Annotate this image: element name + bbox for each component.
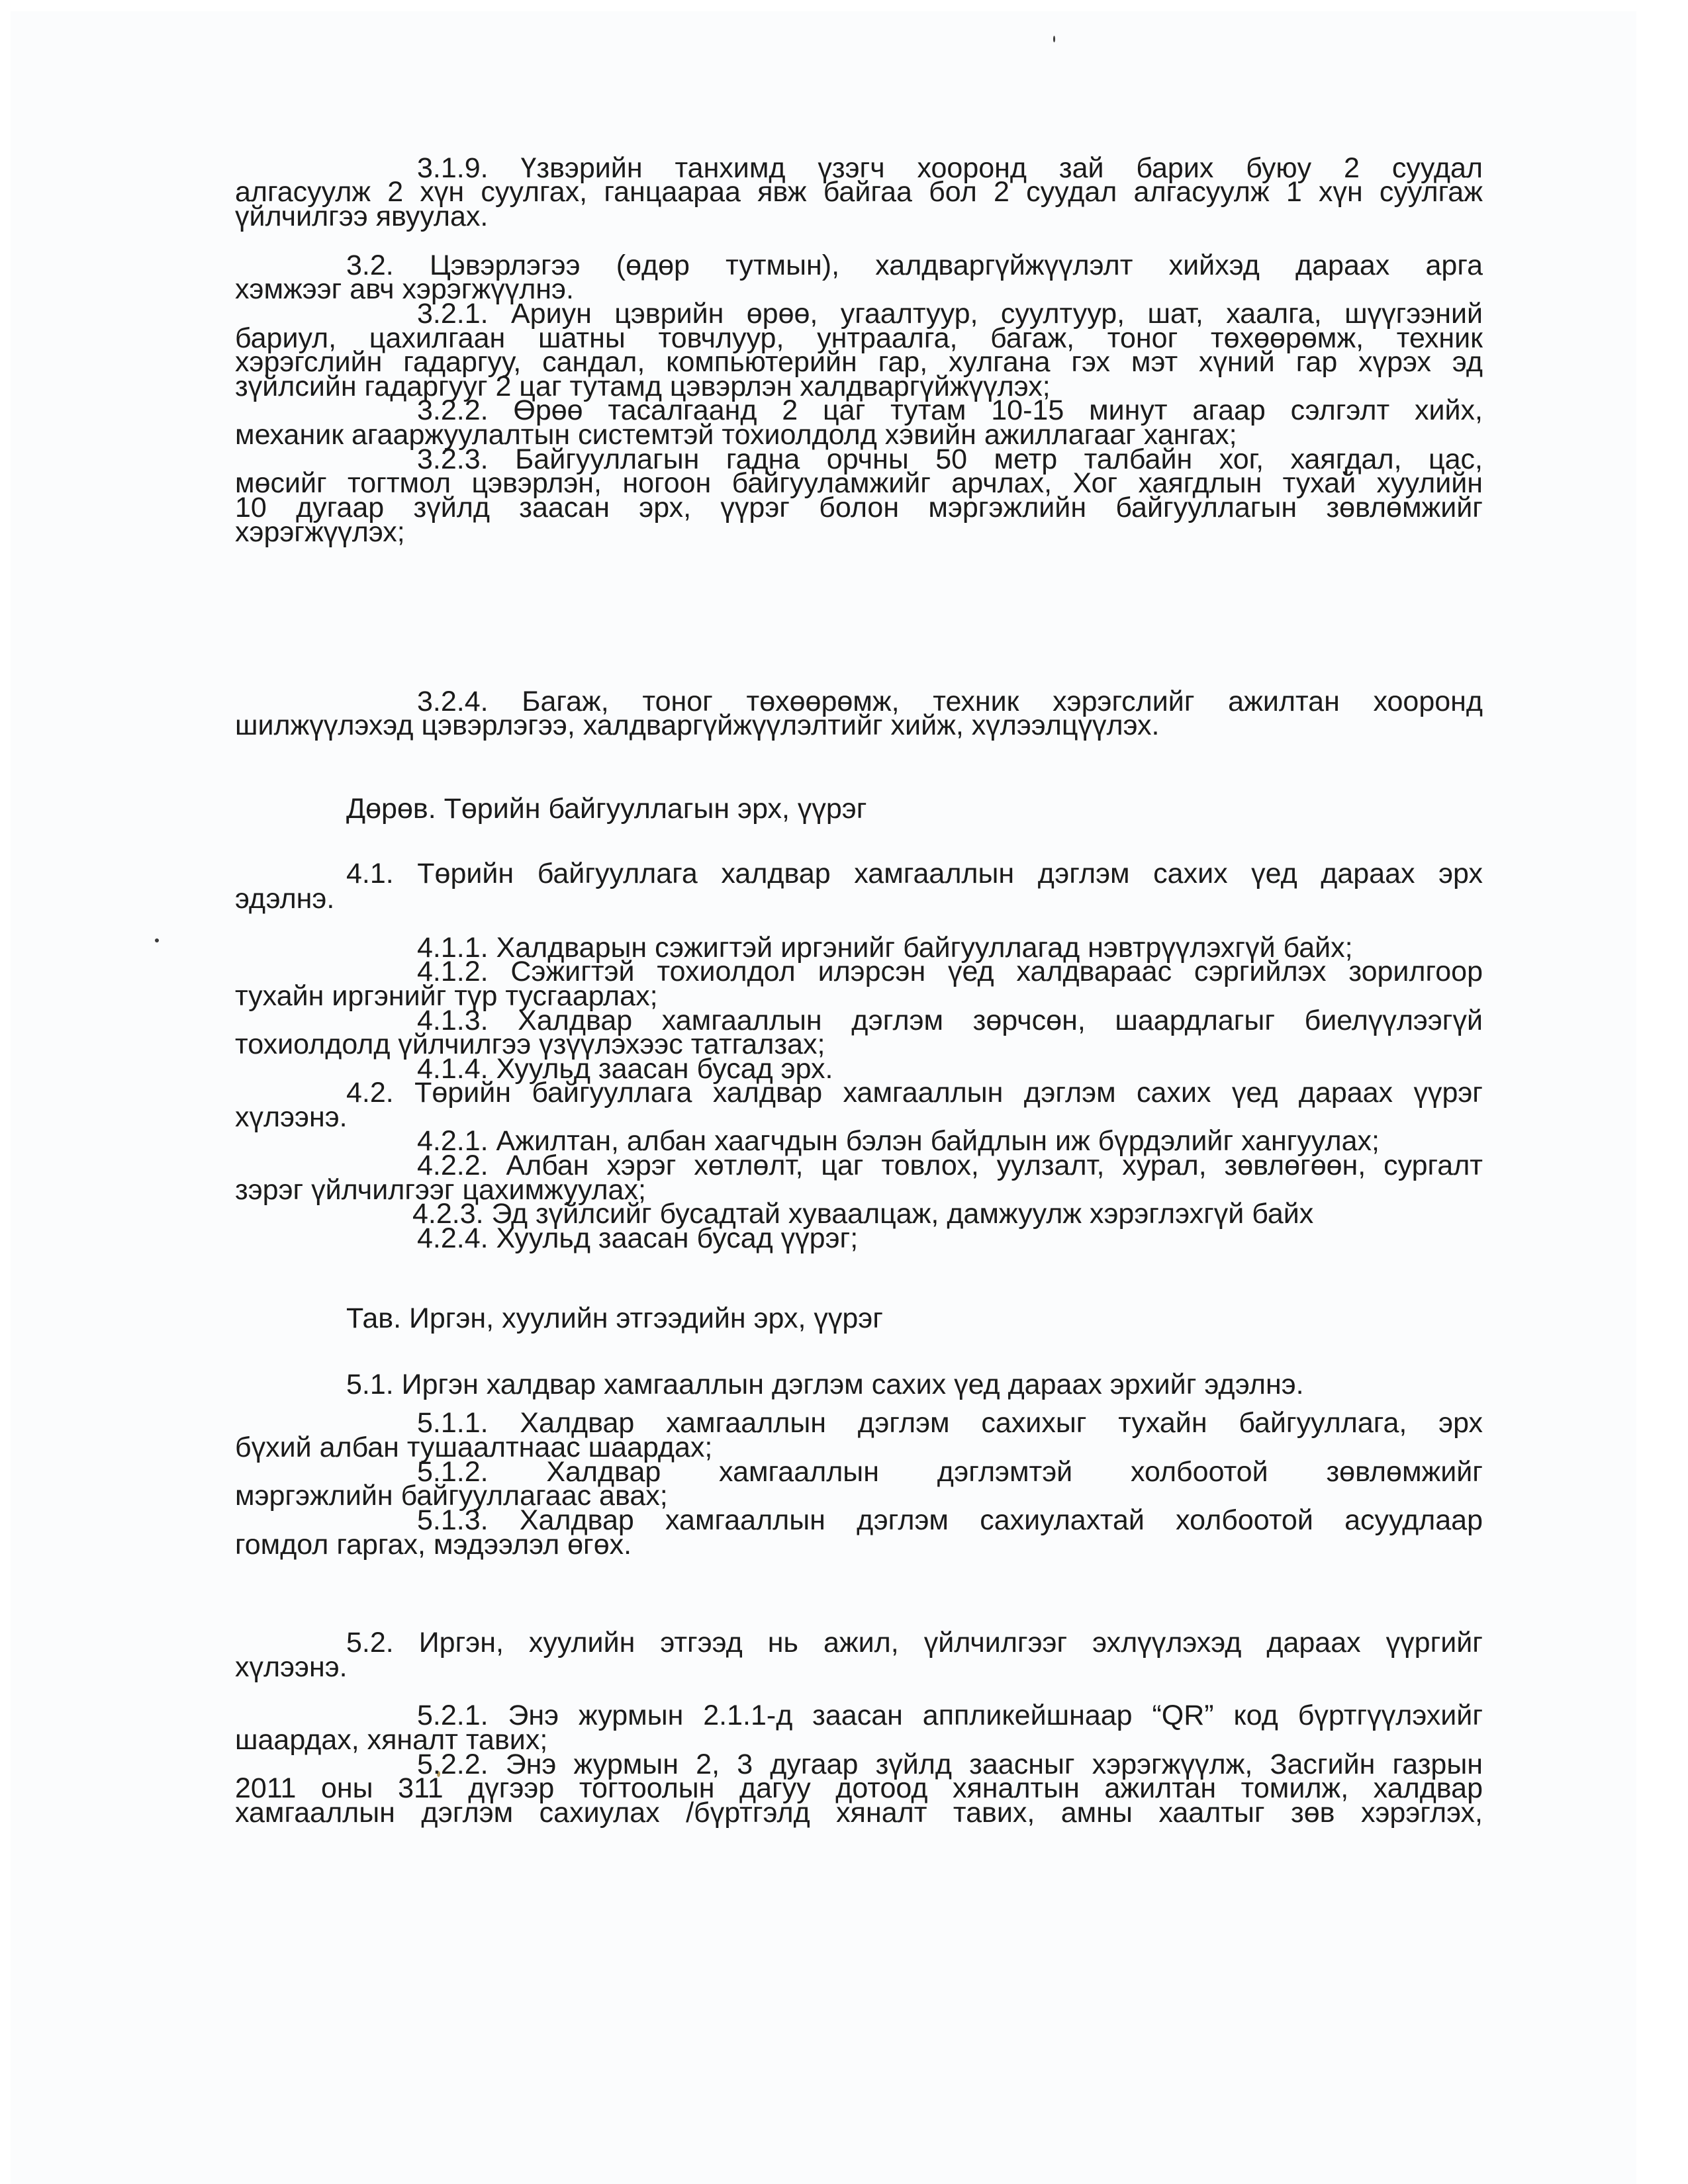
text-line: тухайн иргэнийг түр тусгаарлах; bbox=[235, 980, 658, 1012]
text-line: 4.1.3. Халдвар хамгааллын дэглэм зөрчсөн, шаардлагыг биелүүлээгүй bbox=[417, 1005, 1483, 1036]
text-line: хэрэгжүүлэх; bbox=[235, 516, 405, 548]
text-line: 4.2.2. Албан хэрэг хөтлөлт, цаг товлох, уулзалт, хурал, зөвлөгөөн, сургалт bbox=[417, 1150, 1483, 1181]
section-heading: Тав. Иргэн, хуулийн этгээдийн эрх, үүрэг bbox=[346, 1302, 883, 1334]
scan-speck-left bbox=[155, 938, 159, 942]
text-line: 5.1.3. Халдвар хамгааллын дэглэм сахиулахтай холбоотой асуудлаар bbox=[417, 1504, 1483, 1536]
text-line: 3.2.4. Багаж, тоног төхөөрөмж, техник хэрэгслийг ажилтан хооронд bbox=[417, 686, 1483, 717]
text-line: тохиолдолд үйлчилгээ үзүүлэхээс татгалзах; bbox=[235, 1028, 825, 1060]
text-line: 3.2.3. Байгууллагын гадна орчны 50 метр талбайн хог, хаягдал, цас, bbox=[417, 443, 1483, 475]
text-line: зүйлсийн гадаргууг 2 цаг тутамд цэвэрлэн халдваргүйжүүлэх; bbox=[235, 371, 1051, 402]
text-line: 5.2. Иргэн, хуулийн этгээд нь ажил, үйлчилгээг эхлүүлэхэд дараах үүргийг bbox=[346, 1627, 1483, 1659]
text-line: 4.2. Төрийн байгууллага халдвар хамгааллын дэглэм сахих үед дараах үүрэг bbox=[346, 1077, 1483, 1109]
text-line: эдэлнэ. bbox=[235, 883, 335, 915]
section-heading: Дөрөв. Төрийн байгууллагын эрх, үүрэг bbox=[346, 793, 867, 825]
text-line: мэргэжлийн байгууллагаас авах; bbox=[235, 1480, 668, 1512]
text-line: мөсийг тогтмол цэвэрлэн, ногоон байгууламжийг арчлах, Хог хаягдлын тухай хуулийн bbox=[235, 467, 1483, 499]
text-line: шаардах, хяналт тавих; bbox=[235, 1724, 548, 1756]
text-line: 5.1. Иргэн халдвар хамгааллын дэглэм сахих үед дараах эрхийг эдэлнэ. bbox=[346, 1369, 1304, 1400]
text-line: бариул, цахилгаан шатны товчлуур, унтраалга, багаж, тоног төхөөрөмж, техник bbox=[235, 322, 1483, 354]
text-line: гомдол гаргах, мэдээлэл өгөх. bbox=[235, 1529, 632, 1561]
text-line: 10 дугаар зүйлд заасан эрх, үүрэг болон мэргэжлийн байгууллагын зөвлөмжийг bbox=[235, 492, 1483, 523]
text-line: бүхий албан тушаалтнаас шаардах; bbox=[235, 1432, 713, 1463]
text-line: 4.2.4. Хуульд заасан бусад үүрэг; bbox=[417, 1222, 859, 1254]
text-line: хүлээнэ. bbox=[235, 1651, 348, 1683]
text-line: 4.1.4. Хуульд заасан бусад эрх. bbox=[417, 1053, 833, 1085]
text-line: 2011 оны 311 дүгээр тогтоолын дагуу дотоод хяналтын ажилтан томилж, халдвар bbox=[235, 1772, 1483, 1804]
text-line: 3.2.1. Ариун цэврийн өрөө, угаалтуур, суултуур, шат, хаалга, шүүгээний bbox=[417, 298, 1483, 330]
text-line: 3.2. Цэвэрлэгээ (өдөр тутмын), халдваргүйжүүлэлт хийхэд дараах арга bbox=[346, 250, 1483, 281]
text-line: 3.1.9. Үзвэрийн танхимд үзэгч хооронд зай барих буюу 2 суудал bbox=[417, 152, 1483, 184]
text-line: 4.1.1. Халдварын сэжигтэй иргэнийг байгууллагад нэвтрүүлэхгүй байх; bbox=[417, 932, 1353, 964]
text-line: 4.2.3. Эд зүйлсийг бусадтай хуваалцаж, дамжуулж хэрэглэхгүй байх bbox=[412, 1198, 1314, 1230]
text-line: хэрэгслийн гадаргуу, сандал, компьютерийн гар, хулгана гэх мэт хүний гар хүрэх эд bbox=[235, 346, 1483, 378]
text-line: 3.2.2. Өрөө тасалгаанд 2 цаг тутам 10-15 минут агаар сэлгэлт хийх, bbox=[417, 394, 1483, 426]
text-line: 4.1.2. Сэжигтэй тохиолдол илэрсэн үед халдвараас сэргийлэх зорилгоор bbox=[417, 956, 1483, 987]
text-line: алгасуулж 2 хүн суулгах, ганцаараа явж байгаа бол 2 суудал алгасуулж 1 хүн суулгаж bbox=[235, 176, 1483, 208]
scan-speck-top bbox=[1053, 36, 1055, 42]
text-line: зэрэг үйлчилгээг цахимжуулах; bbox=[235, 1174, 646, 1206]
text-line: 5.2.1. Энэ журмын 2.1.1-д заасан аппликейшнаар “QR” код бүртгүүлэхийг bbox=[417, 1700, 1483, 1731]
text-line: шилжүүлэхэд цэвэрлэгээ, халдваргүйжүүлэлтийг хийж, хүлээлцүүлэх. bbox=[235, 709, 1160, 741]
text-line: хамгааллын дэглэм сахиулах /бүртгэлд хяналт тавих, амны хаалтыг зөв хэрэглэх, bbox=[235, 1797, 1483, 1829]
text-line: 5.1.2. Халдвар хамгааллын дэглэмтэй холбоотой зөвлөмжийг bbox=[417, 1456, 1483, 1488]
text-line: хүлээнэ. bbox=[235, 1101, 348, 1133]
text-line: үйлчилгээ явуулах. bbox=[235, 201, 489, 232]
text-line: 4.2.1. Ажилтан, албан хаагчдын бэлэн байдлын иж бүрдэлийг хангуулах; bbox=[417, 1125, 1380, 1157]
text-line: 5.2.2. Энэ журмын 2, 3 дугаар зүйлд заасныг хэрэгжүүлж, Засгийн газрын bbox=[417, 1749, 1483, 1780]
text-line: механик агааржуулалтын системтэй тохиолдолд хэвийн ажиллагааг хангах; bbox=[235, 419, 1237, 451]
text-line: хэмжээг авч хэрэгжүүлнэ. bbox=[235, 273, 574, 305]
text-line: 4.1. Төрийн байгууллага халдвар хамгааллын дэглэм сахих үед дараах эрх bbox=[346, 858, 1483, 889]
text-line: 5.1.1. Халдвар хамгааллын дэглэм сахихыг тухайн байгууллага, эрх bbox=[417, 1407, 1483, 1439]
